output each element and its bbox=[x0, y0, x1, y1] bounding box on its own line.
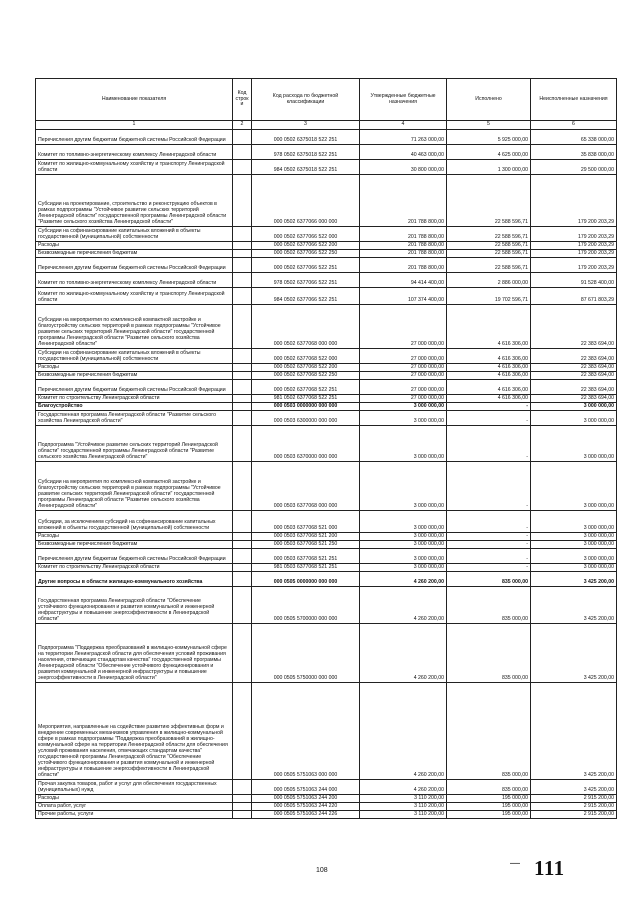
row-remaining-amount: 3 425 200,00 bbox=[531, 780, 617, 795]
row-line-code bbox=[233, 572, 252, 587]
row-remaining-amount: 3 000 000,00 bbox=[531, 549, 617, 564]
row-remaining-amount: 22 383 694,00 bbox=[531, 364, 617, 372]
row-name: Безвозмездные перечисления бюджетам bbox=[36, 372, 233, 380]
row-line-code bbox=[233, 549, 252, 564]
row-executed-amount: 195 000,00 bbox=[447, 803, 531, 811]
row-executed-amount: 5 925 000,00 bbox=[447, 130, 531, 145]
row-approved-amount: 3 000 000,00 bbox=[360, 462, 447, 511]
table-row bbox=[36, 564, 617, 572]
row-executed-amount: - bbox=[447, 426, 531, 462]
row-approved-amount: 4 260 200,00 bbox=[360, 587, 447, 624]
row-approved-amount: 3 000 000,00 bbox=[360, 411, 447, 426]
table-row bbox=[36, 549, 617, 564]
row-budget-code: 000 0502 6377068 522 251 bbox=[252, 380, 360, 395]
row-remaining-amount: 179 200 203,29 bbox=[531, 227, 617, 242]
row-name: Прочая закупка товаров, работ и услуг для обеспечения государственных (муниципальных) нужд bbox=[36, 780, 233, 795]
row-approved-amount: 94 414 400,00 bbox=[360, 273, 447, 288]
row-line-code bbox=[233, 511, 252, 533]
row-name: Безвозмездные перечисления бюджетам bbox=[36, 541, 233, 549]
table-row bbox=[36, 795, 617, 803]
row-executed-amount: 1 300 000,00 bbox=[447, 160, 531, 175]
row-name: Прочие работы, услуги bbox=[36, 811, 233, 819]
row-budget-code: 000 0503 6377068 521 000 bbox=[252, 511, 360, 533]
row-name: Перечисления другим бюджетам бюджетной системы Российской Федерации bbox=[36, 380, 233, 395]
row-name: Расходы bbox=[36, 795, 233, 803]
row-approved-amount: 27 000 000,00 bbox=[360, 364, 447, 372]
row-line-code bbox=[233, 533, 252, 541]
row-budget-code: 000 0505 0000000 000 000 bbox=[252, 572, 360, 587]
row-budget-code: 000 0502 6375018 522 251 bbox=[252, 130, 360, 145]
row-budget-code: 984 0502 6375018 522 251 bbox=[252, 160, 360, 175]
row-approved-amount: 71 263 000,00 bbox=[360, 130, 447, 145]
row-budget-code: 000 0503 6370000 000 000 bbox=[252, 426, 360, 462]
row-executed-amount: 4 616 306,00 bbox=[447, 372, 531, 380]
row-name: Мероприятия, направленные на содействие развитию эффективных форм и внедрение современных механизмов управления в жилищно-коммунальной сфере в рамках подпрограммы "Поддержка преобразований в жилищно-коммунальной сфере на территории Ленинградской области для обеспечения условий проживания населения, отвечающих стандартам качества" государственной программы Ленинградской области "Обеспечение устойчивого функционирования и развития коммунальной и инженерной инфраструктуры и повышение энергоэффективности в Ленинградской области" bbox=[36, 683, 233, 780]
row-approved-amount: 3 000 000,00 bbox=[360, 564, 447, 572]
table-row bbox=[36, 541, 617, 549]
row-executed-amount: 19 702 596,71 bbox=[447, 288, 531, 305]
row-budget-code: 000 0502 6377066 522 250 bbox=[252, 250, 360, 258]
row-approved-amount: 3 000 000,00 bbox=[360, 533, 447, 541]
footer-dash: — bbox=[510, 858, 520, 869]
row-name: Субсидии на мероприятия по комплексной компактной застройке и благоустройству сельских территорий в рамках подпрограммы "Устойчивое развитие сельских территорий Ленинградской области" государственной программы Ленинградской области "Развитие сельского хозяйства Ленинградской области" bbox=[36, 305, 233, 349]
row-line-code bbox=[233, 411, 252, 426]
table-row bbox=[36, 511, 617, 533]
row-approved-amount: 3 110 200,00 bbox=[360, 803, 447, 811]
row-approved-amount: 3 110 200,00 bbox=[360, 811, 447, 819]
row-line-code bbox=[233, 130, 252, 145]
row-budget-code: 000 0502 6377068 522 200 bbox=[252, 364, 360, 372]
row-executed-amount: - bbox=[447, 564, 531, 572]
row-name: Государственная программа Ленинградской области "Развитие сельского хозяйства Ленинградской области" bbox=[36, 411, 233, 426]
row-remaining-amount: 91 528 400,00 bbox=[531, 273, 617, 288]
row-remaining-amount: 179 200 203,29 bbox=[531, 250, 617, 258]
row-executed-amount: 4 625 000,00 bbox=[447, 145, 531, 160]
row-executed-amount: - bbox=[447, 403, 531, 411]
row-approved-amount: 27 000 000,00 bbox=[360, 349, 447, 364]
row-name: Субсидии на софинансирование капитальных вложений в объекты государственной (муниципальной) собственности bbox=[36, 227, 233, 242]
row-budget-code: 000 0503 6377068 521 200 bbox=[252, 533, 360, 541]
row-budget-code: 000 0503 6377068 521 250 bbox=[252, 541, 360, 549]
row-executed-amount: 195 000,00 bbox=[447, 811, 531, 819]
sheet-stamp-number: 111 bbox=[534, 856, 565, 880]
row-budget-code: 000 0502 6377068 522 250 bbox=[252, 372, 360, 380]
row-remaining-amount: 22 383 694,00 bbox=[531, 380, 617, 395]
table-row bbox=[36, 587, 617, 624]
row-approved-amount: 3 000 000,00 bbox=[360, 426, 447, 462]
row-remaining-amount: 22 383 694,00 bbox=[531, 395, 617, 403]
table-row bbox=[36, 258, 617, 273]
row-approved-amount: 201 788 800,00 bbox=[360, 242, 447, 250]
table-row bbox=[36, 380, 617, 395]
row-name: Другие вопросы в области жилищно-коммунального хозяйства bbox=[36, 572, 233, 587]
row-remaining-amount: 179 200 203,29 bbox=[531, 258, 617, 273]
row-remaining-amount: 87 671 803,29 bbox=[531, 288, 617, 305]
row-budget-code: 000 0502 6377068 000 000 bbox=[252, 305, 360, 349]
row-remaining-amount: 3 000 000,00 bbox=[531, 426, 617, 462]
row-line-code bbox=[233, 250, 252, 258]
row-remaining-amount: 3 000 000,00 bbox=[531, 511, 617, 533]
row-line-code bbox=[233, 780, 252, 795]
column-number: 3 bbox=[252, 121, 360, 130]
row-name: Расходы bbox=[36, 533, 233, 541]
row-budget-code: 981 0502 6377068 522 251 bbox=[252, 395, 360, 403]
row-name: Расходы bbox=[36, 242, 233, 250]
row-budget-code: 000 0505 5750000 000 000 bbox=[252, 624, 360, 683]
header-budget-code: Код расхода по бюджетной классификации bbox=[252, 79, 360, 121]
row-line-code bbox=[233, 587, 252, 624]
row-remaining-amount: 22 383 694,00 bbox=[531, 372, 617, 380]
row-remaining-amount: 3 425 200,00 bbox=[531, 587, 617, 624]
row-line-code bbox=[233, 305, 252, 349]
row-remaining-amount: 22 383 694,00 bbox=[531, 349, 617, 364]
row-line-code bbox=[233, 426, 252, 462]
row-name: Комитет по жилищно-коммунальному хозяйству и транспорту Ленинградской области bbox=[36, 288, 233, 305]
row-name: Субсидии, за исключением субсидий на софинансирование капитальных вложений в объекты государственной (муниципальной) собственности bbox=[36, 511, 233, 533]
row-approved-amount: 107 374 400,00 bbox=[360, 288, 447, 305]
table-row bbox=[36, 803, 617, 811]
column-number-row bbox=[36, 121, 617, 130]
table-row bbox=[36, 160, 617, 175]
table-row bbox=[36, 145, 617, 160]
row-approved-amount: 201 788 800,00 bbox=[360, 250, 447, 258]
row-executed-amount: 4 616 306,00 bbox=[447, 349, 531, 364]
row-line-code bbox=[233, 372, 252, 380]
row-line-code bbox=[233, 175, 252, 227]
budget-execution-table bbox=[35, 78, 617, 819]
table-row bbox=[36, 411, 617, 426]
row-name: Государственная программа Ленинградской области "Обеспечение устойчивого функционирования и развития коммунальной и инженерной инфраструктуры и повышение энергоэффективности в Ленинградской области" bbox=[36, 587, 233, 624]
table-row bbox=[36, 273, 617, 288]
table-row bbox=[36, 250, 617, 258]
column-number: 4 bbox=[360, 121, 447, 130]
row-budget-code: 000 0503 0000000 000 000 bbox=[252, 403, 360, 411]
column-number: 6 bbox=[531, 121, 617, 130]
table-row bbox=[36, 811, 617, 819]
row-name: Перечисления другим бюджетам бюджетной системы Российской Федерации bbox=[36, 258, 233, 273]
table-row bbox=[36, 364, 617, 372]
header-line-code: Код строк и bbox=[233, 79, 252, 121]
row-executed-amount: 22 588 596,71 bbox=[447, 250, 531, 258]
row-line-code bbox=[233, 145, 252, 160]
row-executed-amount: 4 616 306,00 bbox=[447, 305, 531, 349]
table-row bbox=[36, 426, 617, 462]
row-executed-amount: 835 000,00 bbox=[447, 624, 531, 683]
row-line-code bbox=[233, 811, 252, 819]
table-row bbox=[36, 572, 617, 587]
table-row bbox=[36, 227, 617, 242]
row-name: Комитет по строительству Ленинградской области bbox=[36, 395, 233, 403]
row-executed-amount: - bbox=[447, 511, 531, 533]
row-approved-amount: 3 000 000,00 bbox=[360, 541, 447, 549]
row-executed-amount: 4 616 306,00 bbox=[447, 364, 531, 372]
table-row bbox=[36, 288, 617, 305]
row-remaining-amount: 3 000 000,00 bbox=[531, 403, 617, 411]
table-row bbox=[36, 349, 617, 364]
row-name: Субсидии на проектирование, строительство и реконструкцию объектов в рамках подпрограммы "Устойчивое развитие сельских территорий Ленинградской области" государственной программы Ленинградской области "Развитие сельского хозяйства Ленинградской области" bbox=[36, 175, 233, 227]
column-number: 2 bbox=[233, 121, 252, 130]
row-approved-amount: 27 000 000,00 bbox=[360, 380, 447, 395]
row-name: Комитет по строительству Ленинградской области bbox=[36, 564, 233, 572]
row-name: Расходы bbox=[36, 364, 233, 372]
row-line-code bbox=[233, 273, 252, 288]
row-approved-amount: 3 000 000,00 bbox=[360, 403, 447, 411]
row-line-code bbox=[233, 380, 252, 395]
row-approved-amount: 30 800 000,00 bbox=[360, 160, 447, 175]
row-budget-code: 000 0502 6377066 522 251 bbox=[252, 258, 360, 273]
table-row bbox=[36, 683, 617, 780]
row-name: Субсидии на софинансирование капитальных вложений в объекты государственной (муниципальной) собственности bbox=[36, 349, 233, 364]
row-executed-amount: 835 000,00 bbox=[447, 572, 531, 587]
row-executed-amount: 22 588 596,71 bbox=[447, 242, 531, 250]
row-approved-amount: 4 260 200,00 bbox=[360, 624, 447, 683]
row-remaining-amount: 22 383 694,00 bbox=[531, 305, 617, 349]
row-remaining-amount: 29 500 000,00 bbox=[531, 160, 617, 175]
row-remaining-amount: 65 338 000,00 bbox=[531, 130, 617, 145]
row-budget-code: 981 0503 6377068 521 251 bbox=[252, 564, 360, 572]
page-number: 108 bbox=[316, 867, 328, 874]
row-approved-amount: 201 788 800,00 bbox=[360, 175, 447, 227]
table-row bbox=[36, 533, 617, 541]
row-approved-amount: 27 000 000,00 bbox=[360, 395, 447, 403]
row-budget-code: 000 0503 6300000 000 000 bbox=[252, 411, 360, 426]
row-name: Субсидии на мероприятия по комплексной компактной застройке и благоустройству сельских территорий в рамках подпрограммы "Устойчивое развитие сельских территорий Ленинградской области" государственной программы Ленинградской области "Развитие сельского хозяйства Ленинградской области" bbox=[36, 462, 233, 511]
row-executed-amount: 195 000,00 bbox=[447, 795, 531, 803]
row-executed-amount: 4 616 306,00 bbox=[447, 395, 531, 403]
row-remaining-amount: 3 425 200,00 bbox=[531, 572, 617, 587]
row-remaining-amount: 2 915 200,00 bbox=[531, 811, 617, 819]
row-executed-amount: 835 000,00 bbox=[447, 780, 531, 795]
row-executed-amount: 4 616 306,00 bbox=[447, 380, 531, 395]
row-approved-amount: 40 463 000,00 bbox=[360, 145, 447, 160]
row-executed-amount: 835 000,00 bbox=[447, 683, 531, 780]
row-executed-amount: - bbox=[447, 541, 531, 549]
row-name: Комитет по топливно-энергетическому комплексу Ленинградской области bbox=[36, 273, 233, 288]
row-remaining-amount: 179 200 203,29 bbox=[531, 242, 617, 250]
table-row bbox=[36, 780, 617, 795]
row-budget-code: 000 0505 5751063 244 000 bbox=[252, 780, 360, 795]
row-line-code bbox=[233, 462, 252, 511]
header-indicator-name: Наименование показателя bbox=[36, 79, 233, 121]
row-budget-code: 000 0505 5751063 244 220 bbox=[252, 803, 360, 811]
row-executed-amount: - bbox=[447, 462, 531, 511]
header-approved: Утвержденные бюджетные назначения bbox=[360, 79, 447, 121]
row-remaining-amount: 2 915 200,00 bbox=[531, 795, 617, 803]
row-budget-code: 000 0505 5751063 244 200 bbox=[252, 795, 360, 803]
row-name: Благоустройство bbox=[36, 403, 233, 411]
row-approved-amount: 4 260 200,00 bbox=[360, 572, 447, 587]
table-row bbox=[36, 395, 617, 403]
row-line-code bbox=[233, 624, 252, 683]
table-body bbox=[36, 130, 617, 819]
row-executed-amount: 835 000,00 bbox=[447, 587, 531, 624]
row-budget-code: 978 0502 6377066 522 251 bbox=[252, 273, 360, 288]
row-budget-code: 000 0505 5751063 244 226 bbox=[252, 811, 360, 819]
row-line-code bbox=[233, 803, 252, 811]
row-line-code bbox=[233, 683, 252, 780]
row-executed-amount: - bbox=[447, 411, 531, 426]
row-line-code bbox=[233, 795, 252, 803]
row-approved-amount: 3 000 000,00 bbox=[360, 549, 447, 564]
row-approved-amount: 27 000 000,00 bbox=[360, 372, 447, 380]
row-approved-amount: 4 260 200,00 bbox=[360, 683, 447, 780]
row-line-code bbox=[233, 541, 252, 549]
row-name: Подпрограмма "Поддержка преобразований в жилищно-коммунальной сфере на территории Ленинградской области для обеспечения условий проживания населения, отвечающих стандартам качества" государственной программы Ленинградской области "Обеспечение устойчивого функционирования и развития коммунальной и инженерной инфраструктуры и повышение энергоэффективности в Ленинградской области" bbox=[36, 624, 233, 683]
row-budget-code: 000 0502 6377066 522 000 bbox=[252, 227, 360, 242]
row-approved-amount: 27 000 000,00 bbox=[360, 305, 447, 349]
table-row bbox=[36, 372, 617, 380]
table-row bbox=[36, 403, 617, 411]
row-name: Комитет по топливно-энергетическому комплексу Ленинградской области bbox=[36, 145, 233, 160]
row-approved-amount: 3 110 200,00 bbox=[360, 795, 447, 803]
table-row bbox=[36, 305, 617, 349]
row-budget-code: 000 0502 6377068 522 000 bbox=[252, 349, 360, 364]
row-name: Оплата работ, услуг bbox=[36, 803, 233, 811]
row-approved-amount: 201 788 800,00 bbox=[360, 227, 447, 242]
row-remaining-amount: 3 425 200,00 bbox=[531, 683, 617, 780]
table-row bbox=[36, 624, 617, 683]
row-line-code bbox=[233, 564, 252, 572]
row-budget-code: 000 0503 6377068 521 251 bbox=[252, 549, 360, 564]
row-remaining-amount: 3 000 000,00 bbox=[531, 564, 617, 572]
row-line-code bbox=[233, 160, 252, 175]
row-name: Комитет по жилищно-коммунальному хозяйству и транспорту Ленинградской области bbox=[36, 160, 233, 175]
row-remaining-amount: 3 000 000,00 bbox=[531, 411, 617, 426]
row-executed-amount: - bbox=[447, 549, 531, 564]
row-line-code bbox=[233, 395, 252, 403]
row-line-code bbox=[233, 403, 252, 411]
row-budget-code: 984 0502 6377066 522 251 bbox=[252, 288, 360, 305]
header-executed: Исполнено bbox=[447, 79, 531, 121]
row-executed-amount: - bbox=[447, 533, 531, 541]
table-row bbox=[36, 130, 617, 145]
row-approved-amount: 4 260 200,00 bbox=[360, 780, 447, 795]
row-remaining-amount: 3 000 000,00 bbox=[531, 462, 617, 511]
row-line-code bbox=[233, 258, 252, 273]
header-row bbox=[36, 79, 617, 121]
row-remaining-amount: 3 425 200,00 bbox=[531, 624, 617, 683]
row-executed-amount: 2 886 000,00 bbox=[447, 273, 531, 288]
row-budget-code: 000 0502 6377066 522 200 bbox=[252, 242, 360, 250]
row-budget-code: 000 0505 5751063 000 000 bbox=[252, 683, 360, 780]
table-row bbox=[36, 175, 617, 227]
row-remaining-amount: 3 000 000,00 bbox=[531, 533, 617, 541]
row-budget-code: 000 0505 5700000 000 000 bbox=[252, 587, 360, 624]
row-executed-amount: 22 588 596,71 bbox=[447, 175, 531, 227]
row-line-code bbox=[233, 364, 252, 372]
table-row bbox=[36, 242, 617, 250]
row-remaining-amount: 3 000 000,00 bbox=[531, 541, 617, 549]
row-name: Перечисления другим бюджетам бюджетной системы Российской Федерации bbox=[36, 130, 233, 145]
row-budget-code: 978 0502 6375018 522 251 bbox=[252, 145, 360, 160]
row-approved-amount: 3 000 000,00 bbox=[360, 511, 447, 533]
row-remaining-amount: 35 838 000,00 bbox=[531, 145, 617, 160]
row-remaining-amount: 179 200 203,29 bbox=[531, 175, 617, 227]
row-name: Подпрограмма "Устойчивое развитие сельских территорий Ленинградской области" государственной программы Ленинградской области "Развитие сельского хозяйства Ленинградской области" bbox=[36, 426, 233, 462]
column-number: 5 bbox=[447, 121, 531, 130]
row-name: Перечисления другим бюджетам бюджетной системы Российской Федерации bbox=[36, 549, 233, 564]
row-executed-amount: 22 588 596,71 bbox=[447, 258, 531, 273]
table-row bbox=[36, 462, 617, 511]
row-remaining-amount: 2 915 200,00 bbox=[531, 803, 617, 811]
row-approved-amount: 201 788 800,00 bbox=[360, 258, 447, 273]
row-line-code bbox=[233, 227, 252, 242]
header-remaining: Неисполненные назначения bbox=[531, 79, 617, 121]
row-line-code bbox=[233, 349, 252, 364]
row-budget-code: 000 0503 6377068 000 000 bbox=[252, 462, 360, 511]
row-name: Безвозмездные перечисления бюджетам bbox=[36, 250, 233, 258]
column-number: 1 bbox=[36, 121, 233, 130]
row-line-code bbox=[233, 242, 252, 250]
row-budget-code: 000 0502 6377066 000 000 bbox=[252, 175, 360, 227]
row-executed-amount: 22 588 596,71 bbox=[447, 227, 531, 242]
row-line-code bbox=[233, 288, 252, 305]
